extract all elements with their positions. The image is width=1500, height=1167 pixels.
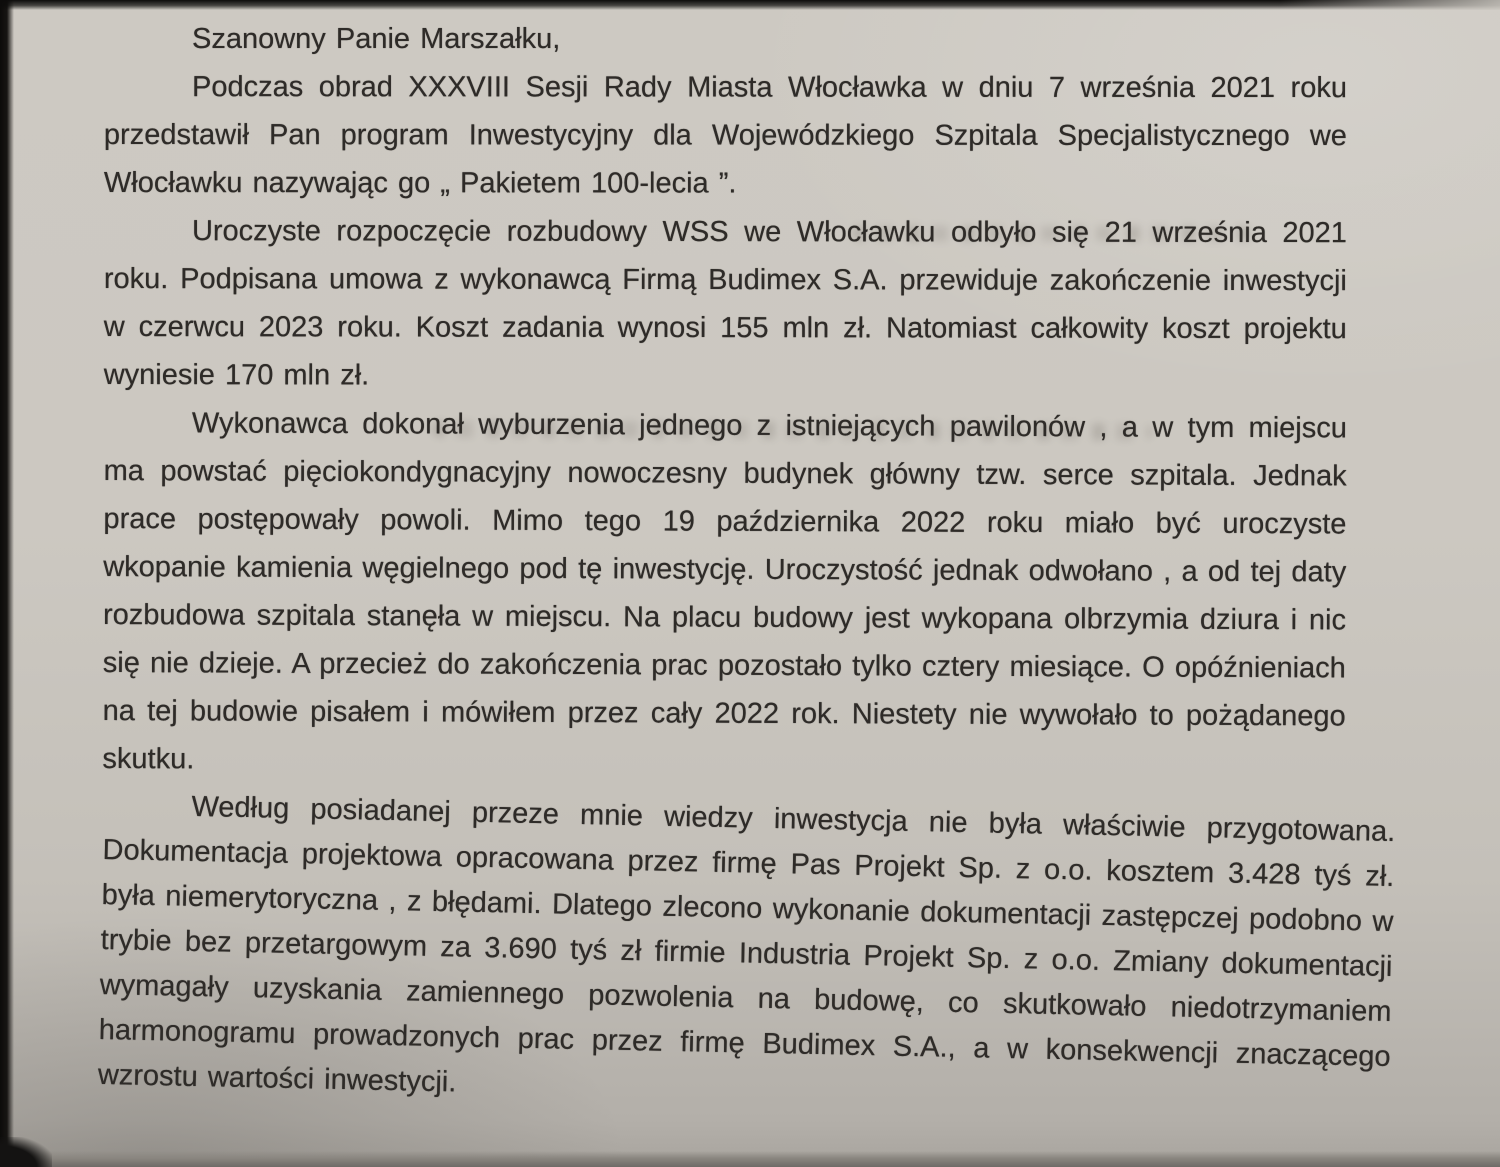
letter-paragraph-construction-delays: Wykonawca dokonał wyburzenia jednego z istniejących pawilonów , a w tym miejscu ma powstać pięciokondygnacyjny nowoczesny budynek główny tzw. serce szpitala. Jednak prace postępowały powoli. Mimo tego 19 października 2022 roku miało być uroczyste wkopanie kamienia węgielnego pod tę inwestycję. Uroczystość jednak odwołano , a od tej daty rozbudowa szpitala stanęła w miejscu. Na placu budowy jest wykopana olbrzymia dziura i nic się nie dzieje. A przecież do zakończenia prac pozostało tylko cztery miesiące. O opóźnieniach na tej budowie pisałem i mówiłem przez cały 2022 rok. Niestety nie wywołało to pożądanego skutku. xyxy=(102,407,1347,776)
letter-paragraph-documentation-issues: Według posiadanej przeze mnie wiedzy inwestycja nie była właściwie przygotowana. Dokumentacja projektowa opracowana przez firmę Pas Projekt Sp. z o.o. kosztem 3.428 tyś zł. była niemerytoryczna , z błędami. Dlatego zlecono wykonanie dokumentacji zastępczej podobno w trybie bez przetargowym za 3.690 tyś zł firmie Industria Projekt Sp. z o.o. Zmiany dokumentacji wymagały uzyskania zamiennego pozwolenia na budowę, co skutkowało niedotrzymaniem harmonogramu prowadzonych prac przez firmę Budimex S.A., a w konsekwencji znaczącego wzrostu wartości inwestycji. xyxy=(97,790,1396,1099)
letter-body xyxy=(97,15,1396,1099)
salutation: Szanowny Panie Marszałku, xyxy=(192,23,561,55)
scan-edge-bottom xyxy=(0,1151,1500,1167)
scan-corner-bottom-left xyxy=(0,1137,52,1167)
scan-edge-top xyxy=(0,0,1500,10)
letter-paragraph-investment-program: Podczas obrad XXXVIII Sesji Rady Miasta Włocławka w dniu 7 września 2021 roku przedstawił Pan program Inwestycyjny dla Wojewódzkiego Szpitala Specjalistycznego we Włocławku nazywając go „ Pakietem 100-lecia ”. xyxy=(103,71,1347,200)
scan-edge-left xyxy=(0,0,14,1167)
scan-edge-top-fade xyxy=(1280,0,1500,10)
letter-paragraph-contract-costs: Uroczyste rozpoczęcie rozbudowy WSS we Włocławku odbyło się 21 września 2021 roku. Podpisana umowa z wykonawcą Firmą Budimex S.A. przewiduje zakończenie inwestycji w czerwcu 2023 roku. Koszt zadania wynosi 155 mln zł. Natomiast całkowity koszt projektu wyniesie 170 mln zł. xyxy=(103,215,1347,392)
